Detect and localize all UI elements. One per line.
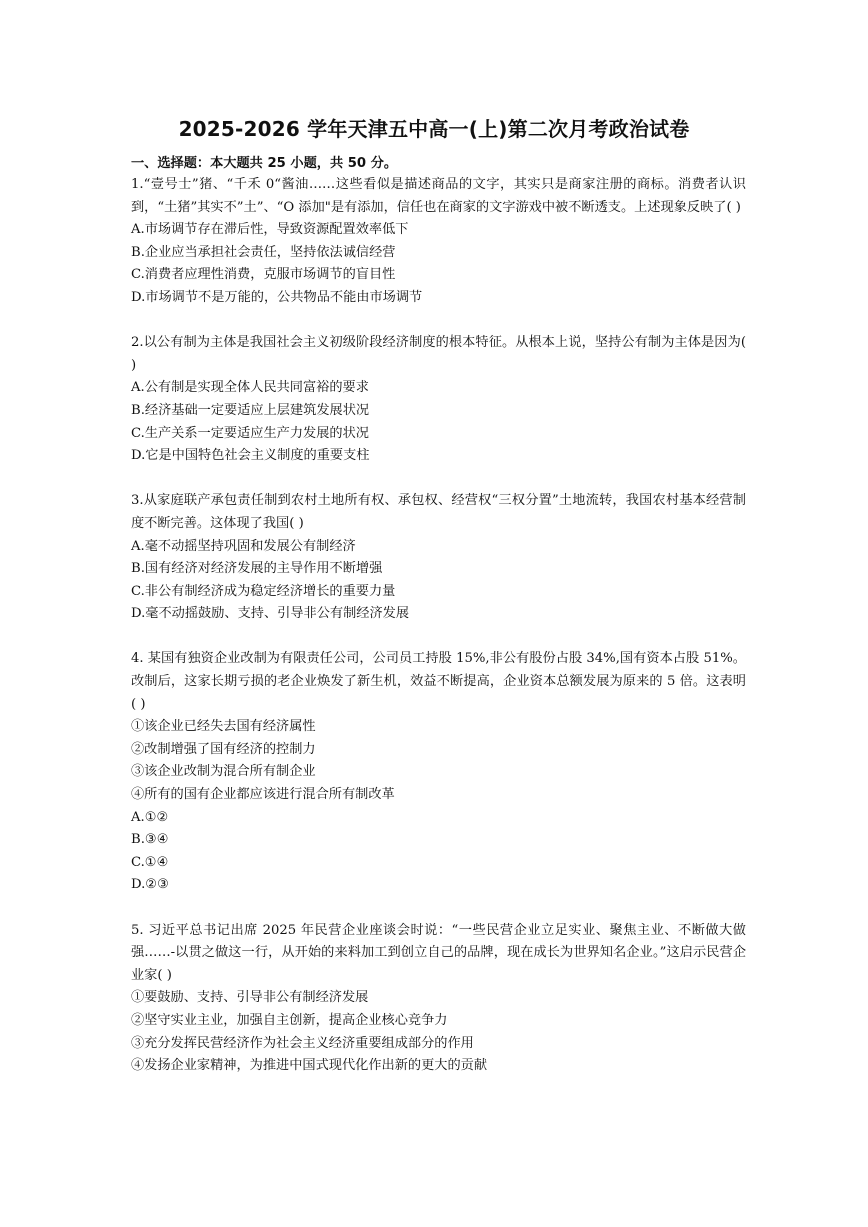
question-2 [131, 332, 746, 468]
option-a: A.市场调节存在滞后性，导致资源配置效率低下 [131, 222, 409, 238]
question-4 [131, 648, 746, 897]
question-stem: 3.从家庭联产承包责任制到农村土地所有权、承包权、经营权“三权分置”土地流转，我国农村基本经营制度不断完善。这体现了我国( ) [131, 493, 746, 531]
option-a: A.公有制是实现全体人民共同富裕的要求 [131, 380, 369, 396]
statement-2: ②改制增强了国有经济的控制力 [131, 741, 316, 757]
page-title: 2025-2026 学年天津五中高一(上)第二次月考政治试卷 [178, 117, 690, 141]
question-stem: 1.“壹号士”猪、“千禾 0“酱油……这些看似是描述商品的文字，其实只是商家注册的商标。消费者认识到，“土猪”其实不”土”、“O 添加"是有添加，信任也在商家的文字游戏中被不断透支。上述现象反映了( ) [131, 177, 746, 215]
question-stem: 2.以公有制为主体是我国社会主义初级阶段经济制度的根本特征。从根本上说，坚持公有制为主体是因为( ) [131, 335, 746, 373]
section-heading: 一、选择题：本大题共 25 小题，共 50 分。 [131, 156, 398, 171]
statement-4: ④所有的国有企业都应该进行混合所有制改革 [131, 787, 395, 803]
statement-4: ④发扬企业家精神，为推进中国式现代化作出新的更大的贡献 [131, 1058, 488, 1074]
option-d: D.②③ [131, 877, 169, 893]
question-stem: 4. 某国有独资企业改制为有限责任公司，公司员工持股 15%,非公有股份占股 34%,国有资本占股 51%。改制后，这家长期亏损的老企业焕发了新生机，效益不断提高，企业资本总额发展为原来的 5 倍。这表明( ) [131, 651, 746, 712]
option-d: D.市场调节不是万能的，公共物品不能由市场调节 [131, 289, 423, 305]
question-1 [131, 174, 746, 310]
statement-3: ③充分发挥民营经济作为社会主义经济重要组成部分的作用 [131, 1035, 474, 1051]
option-b: B.国有经济对经济发展的主导作用不断增强 [131, 561, 383, 577]
option-c: C.①④ [131, 854, 169, 870]
option-d: D.毫不动摇鼓励、支持、引导非公有制经济发展 [131, 606, 410, 622]
question-list [131, 174, 746, 1078]
question-stem: 5. 习近平总书记出席 2025 年民营企业座谈会时说：“一些民营企业立足实业、聚焦主业、不断做大做强……-以贯之做这一行，从开始的来料加工到创立自己的品牌，现在成长为世界知名企业。”这启示民营企业家( ) [131, 922, 746, 983]
option-b: B.经济基础一定要适应上层建筑发展状况 [131, 402, 370, 418]
option-c: C.非公有制经济成为稳定经济增长的重要力量 [131, 583, 396, 599]
statement-2: ②坚守实业主业，加强自主创新，提高企业核心竞争力 [131, 1012, 448, 1028]
option-b: B.企业应当承担社会责任，坚持依法诚信经营 [131, 244, 396, 260]
question-5 [131, 920, 746, 1078]
option-b: B.③④ [131, 832, 169, 848]
option-d: D.它是中国特色社会主义制度的重要支柱 [131, 448, 370, 464]
statement-3: ③该企业改制为混合所有制企业 [131, 764, 316, 780]
option-a: A.①② [131, 809, 169, 825]
option-c: C.消费者应理性消费，克服市场调节的盲目性 [131, 267, 396, 283]
option-a: A.毫不动摇坚持巩固和发展公有制经济 [131, 538, 356, 554]
statement-1: ①要鼓励、支持、引导非公有制经济发展 [131, 990, 369, 1006]
option-c: C.生产关系一定要适应生产力发展的状况 [131, 425, 369, 441]
question-3 [131, 490, 746, 626]
statement-1: ①该企业已经失去国有经济属性 [131, 719, 316, 735]
